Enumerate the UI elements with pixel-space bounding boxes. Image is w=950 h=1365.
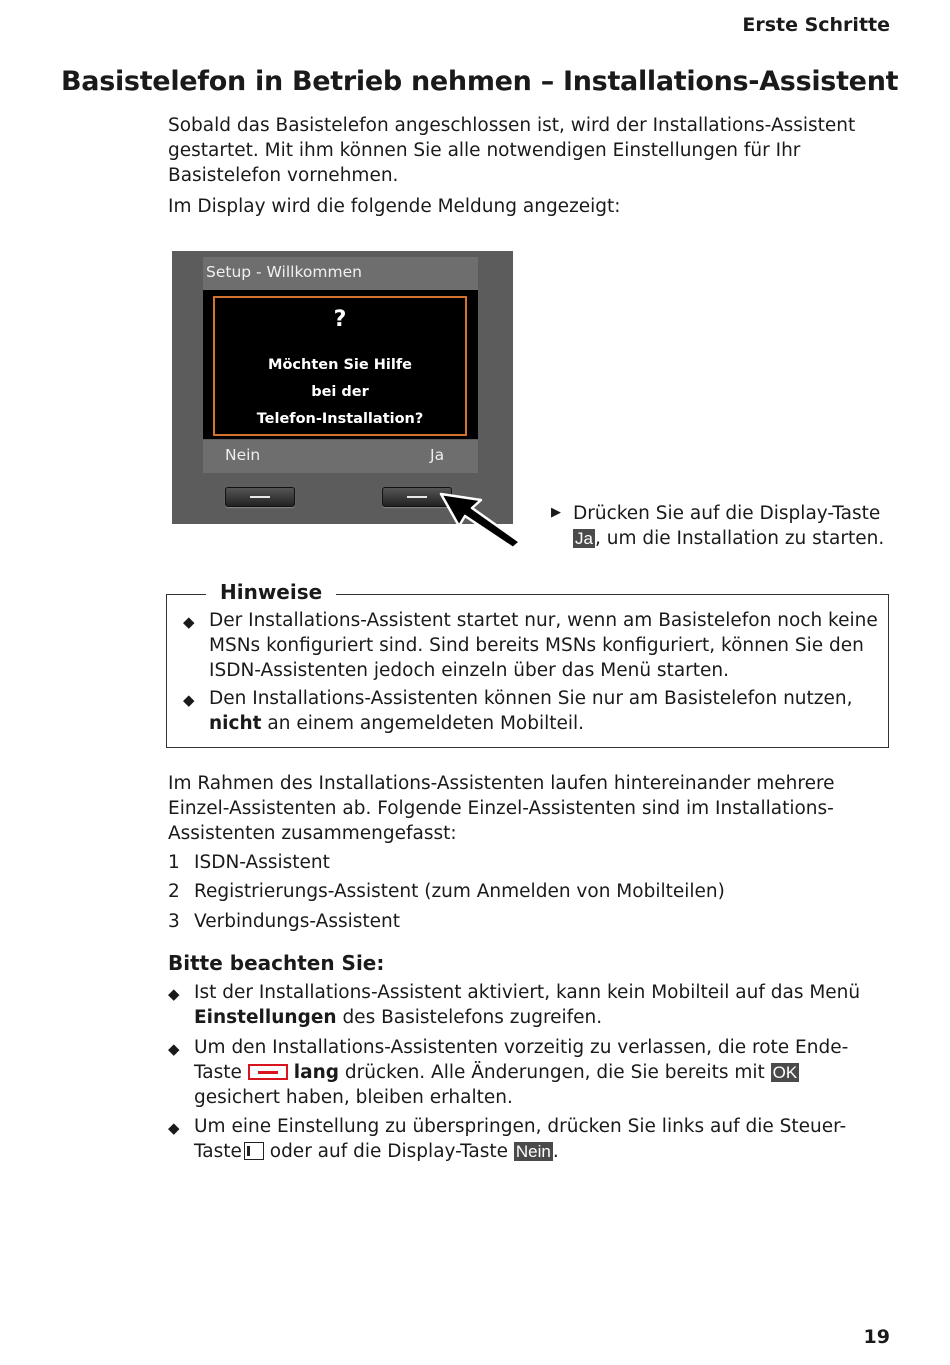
note-emphasis: nicht [209, 713, 262, 734]
attention-text-end: gesichert haben, bleiben erhalten. [194, 1087, 513, 1108]
diamond-bullet-icon: ◆ [183, 613, 195, 631]
attention-emphasis: lang [293, 1062, 339, 1083]
list-number: 3 [168, 911, 180, 932]
display-message [213, 352, 467, 433]
attention-text-mid: oder auf die Display-Taste [269, 1141, 508, 1162]
display-key-ok-tag: OK [772, 1063, 798, 1082]
question-icon: ? [333, 307, 347, 332]
attention-item [194, 980, 884, 1030]
page-title: Basistelefon in Betrieb nehmen – Installations-Assistent [61, 66, 899, 97]
display-key-ja-tag: Ja [575, 529, 593, 548]
note-text-end: an einem angemeldeten Mobilteil. [267, 713, 585, 734]
softkey-label-ja: Ja [430, 446, 445, 464]
list-item: ISDN-Assistent [194, 852, 330, 873]
intro-paragraph: Sobald das Basistelefon angeschlossen ist, wird der Installations-Assistent gestartet. Mit ihm können Sie alle notwendigen Einstellungen für Ihr Basistelefon vornehmen. [168, 115, 856, 186]
list-number: 2 [168, 881, 180, 902]
page-number: 19 [863, 1326, 890, 1348]
attention-item [194, 1035, 884, 1110]
attention-text: Um den Installations-Assistenten vorzeitig zu verlassen, die rote Ende-Taste [194, 1037, 849, 1083]
display-message-line: Möchten Sie Hilfe [268, 357, 412, 373]
step-text-end: , um die Installation zu starten. [594, 528, 885, 549]
step-text: Drücken Sie auf die Display-Taste [573, 503, 881, 524]
step-triangle-icon: ▶ [551, 505, 561, 520]
end-key-icon [248, 1064, 288, 1080]
note-item: Der Installations-Assistent startet nur, wenn am Basistelefon noch keine MSNs konfiguriert sind. Sind bereits MSNs konfiguriert, können Sie den ISDN-Assistenten jedoch einzeln über das Menü starten. [209, 610, 878, 681]
diamond-bullet-icon: ◆ [168, 1040, 180, 1058]
softkey-label-nein: Nein [225, 446, 261, 464]
list-item: Verbindungs-Assistent [194, 911, 400, 932]
list-item: Registrierungs-Assistent (zum Anmelden von Mobilteilen) [194, 881, 725, 902]
display-key-nein-tag: Nein [515, 1142, 551, 1161]
display-key-left [225, 487, 295, 507]
step-instruction [573, 501, 893, 551]
intro-display-note: Im Display wird die folgende Meldung angezeigt: [168, 196, 621, 217]
diamond-bullet-icon: ◆ [168, 985, 180, 1003]
attention-text-end: . [552, 1141, 559, 1162]
display-message-line: bei der [311, 384, 369, 400]
attention-item [194, 1114, 884, 1164]
menu-name-einstellungen: Einstellungen [194, 1007, 337, 1028]
attention-text: Ist der Installations-Assistent aktiviert, kann kein Mobilteil auf das Menü [194, 982, 861, 1003]
display-message-line: Telefon-Installation? [256, 411, 424, 427]
notes-title: Hinweise [206, 580, 336, 604]
note-text: Den Installations-Assistenten können Sie nur am Basistelefon nutzen, [209, 688, 853, 709]
attention-title: Bitte beachten Sie: [168, 951, 385, 975]
nav-key-left-icon [244, 1142, 264, 1160]
wizards-intro: Im Rahmen des Installations-Assistenten laufen hintereinander mehrere Einzel-Assistenten ab. Folgende Einzel-Assistenten sind im Installations-Assistenten zusammengefasst: [168, 773, 835, 844]
attention-text-mid: drücken. Alle Änderungen, die Sie bereits mit [344, 1062, 765, 1083]
attention-text-end: des Basistelefons zugreifen. [342, 1007, 603, 1028]
note-item [209, 686, 879, 736]
pointer-arrow-icon [435, 488, 525, 550]
display-title: Setup - Willkommen [206, 263, 362, 281]
diamond-bullet-icon: ◆ [168, 1119, 180, 1137]
list-number: 1 [168, 852, 180, 873]
section-header: Erste Schritte [742, 14, 890, 36]
attention-text: Um eine Einstellung zu überspringen, drücken Sie links auf die Steuer-Taste [194, 1116, 847, 1162]
diamond-bullet-icon: ◆ [183, 691, 195, 709]
